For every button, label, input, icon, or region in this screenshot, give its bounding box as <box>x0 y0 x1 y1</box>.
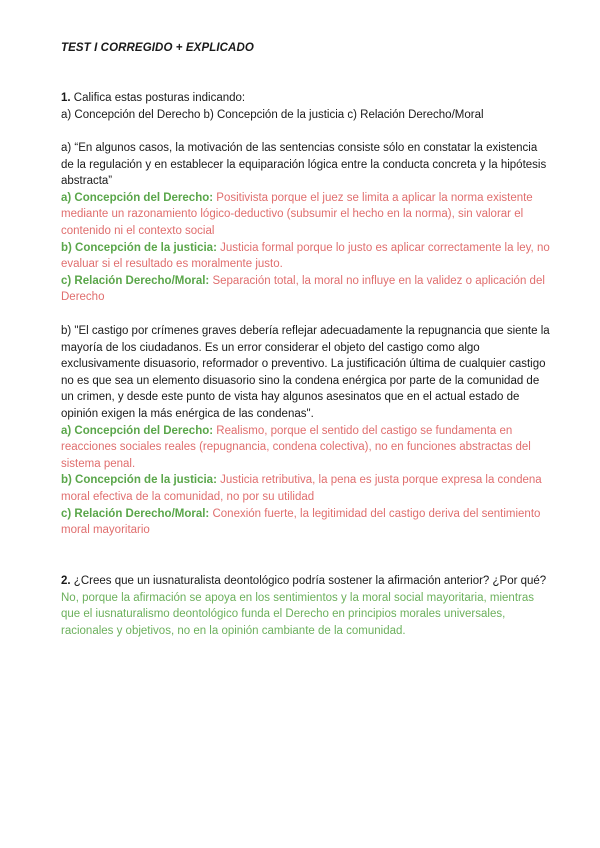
answer-label: a) Concepción del Derecho: <box>61 424 214 437</box>
statement-b-quote: b) "El castigo por crímenes graves debería reflejar adecuadamente la repugnancia que siente la mayoría de los ciudadanos. Es un error considerar el objeto del castigo como algo exclusivamente disuasorio, reformador o preventivo. La justificación última de cualquier castigo no es que sea un elemento disuasorio sino la condena enérgica por parte de la comunidad de un crimen, y desde este punto de vista hay algunos asesinatos que en el actual estado de opinión exigen la más enérgica de las condenas". <box>61 325 550 420</box>
answer-text: Realismo, porque el sentido del castigo se fundamenta en reacciones sociales reales (repugnancia, condena colectiva), no en funciones abstractas del sistema penal. <box>61 424 531 470</box>
question-2-prompt <box>61 573 551 590</box>
answer-text: Justicia formal porque lo justo es aplicar correctamente la ley, no evaluar si el resultado es moralmente justo. <box>61 241 550 271</box>
answer-text: Positivista porque el juez se limita a aplicar la norma existente mediante un razonamiento lógico-deductivo (subsumir el hecho en la norma), sin valorar el contenido ni el contexto social <box>61 191 533 237</box>
statement-a-answer-3 <box>61 273 551 306</box>
question-1-number: 1. <box>61 92 71 104</box>
answer-text: Conexión fuerte, la legitimidad del castigo deriva del sentimiento moral mayoritario <box>61 507 541 537</box>
statement-a <box>61 140 551 306</box>
statement-a-answer-1 <box>61 190 551 240</box>
question-1 <box>61 90 551 123</box>
answer-label: b) Concepción de la justicia: <box>61 241 217 254</box>
question-1-options: a) Concepción del Derecho b) Concepción de la justicia c) Relación Derecho/Moral <box>61 108 484 121</box>
question-2-number: 2. <box>61 575 71 587</box>
statement-b-answer-3 <box>61 506 551 539</box>
answer-label: c) Relación Derecho/Moral: <box>61 507 210 520</box>
document-title: TEST I CORREGIDO + EXPLICADO <box>61 42 254 54</box>
question-2 <box>61 573 551 639</box>
question-2-text: ¿Crees que un iusnaturalista deontológico podría sostener la afirmación anterior? ¿Por qué? <box>73 575 547 587</box>
answer-label: a) Concepción del Derecho: <box>61 191 214 204</box>
statement-b-answer-2 <box>61 472 551 505</box>
question-1-prompt <box>61 90 551 107</box>
question-1-text: Califica estas posturas indicando: <box>73 92 246 104</box>
question-2-answer: No, porque la afirmación se apoya en los sentimientos y la moral social mayoritaria, mientras que el iusnaturalismo deontológico funda el Derecho en principios morales universales, racionales y objetivos, no en la opinión cambiante de la comunidad. <box>61 591 534 637</box>
statement-b-answer-1 <box>61 423 551 473</box>
answer-text: Justicia retributiva, la pena es justa porque expresa la condena moral efectiva de la comunidad, no por su utilidad <box>61 474 542 503</box>
statement-a-quote: a) “En algunos casos, la motivación de las sentencias consiste sólo en constatar la existencia de la regulación y en establecer la equiparación lógica entre la conducta concreta y la hipótesis abstracta” <box>61 142 547 188</box>
answer-label: c) Relación Derecho/Moral: <box>61 274 210 287</box>
answer-text: Separación total, la moral no influye en la validez o aplicación del Derecho <box>61 274 545 304</box>
statement-b <box>61 323 551 539</box>
statement-a-answer-2 <box>61 240 551 273</box>
answer-label: b) Concepción de la justicia: <box>61 474 217 487</box>
